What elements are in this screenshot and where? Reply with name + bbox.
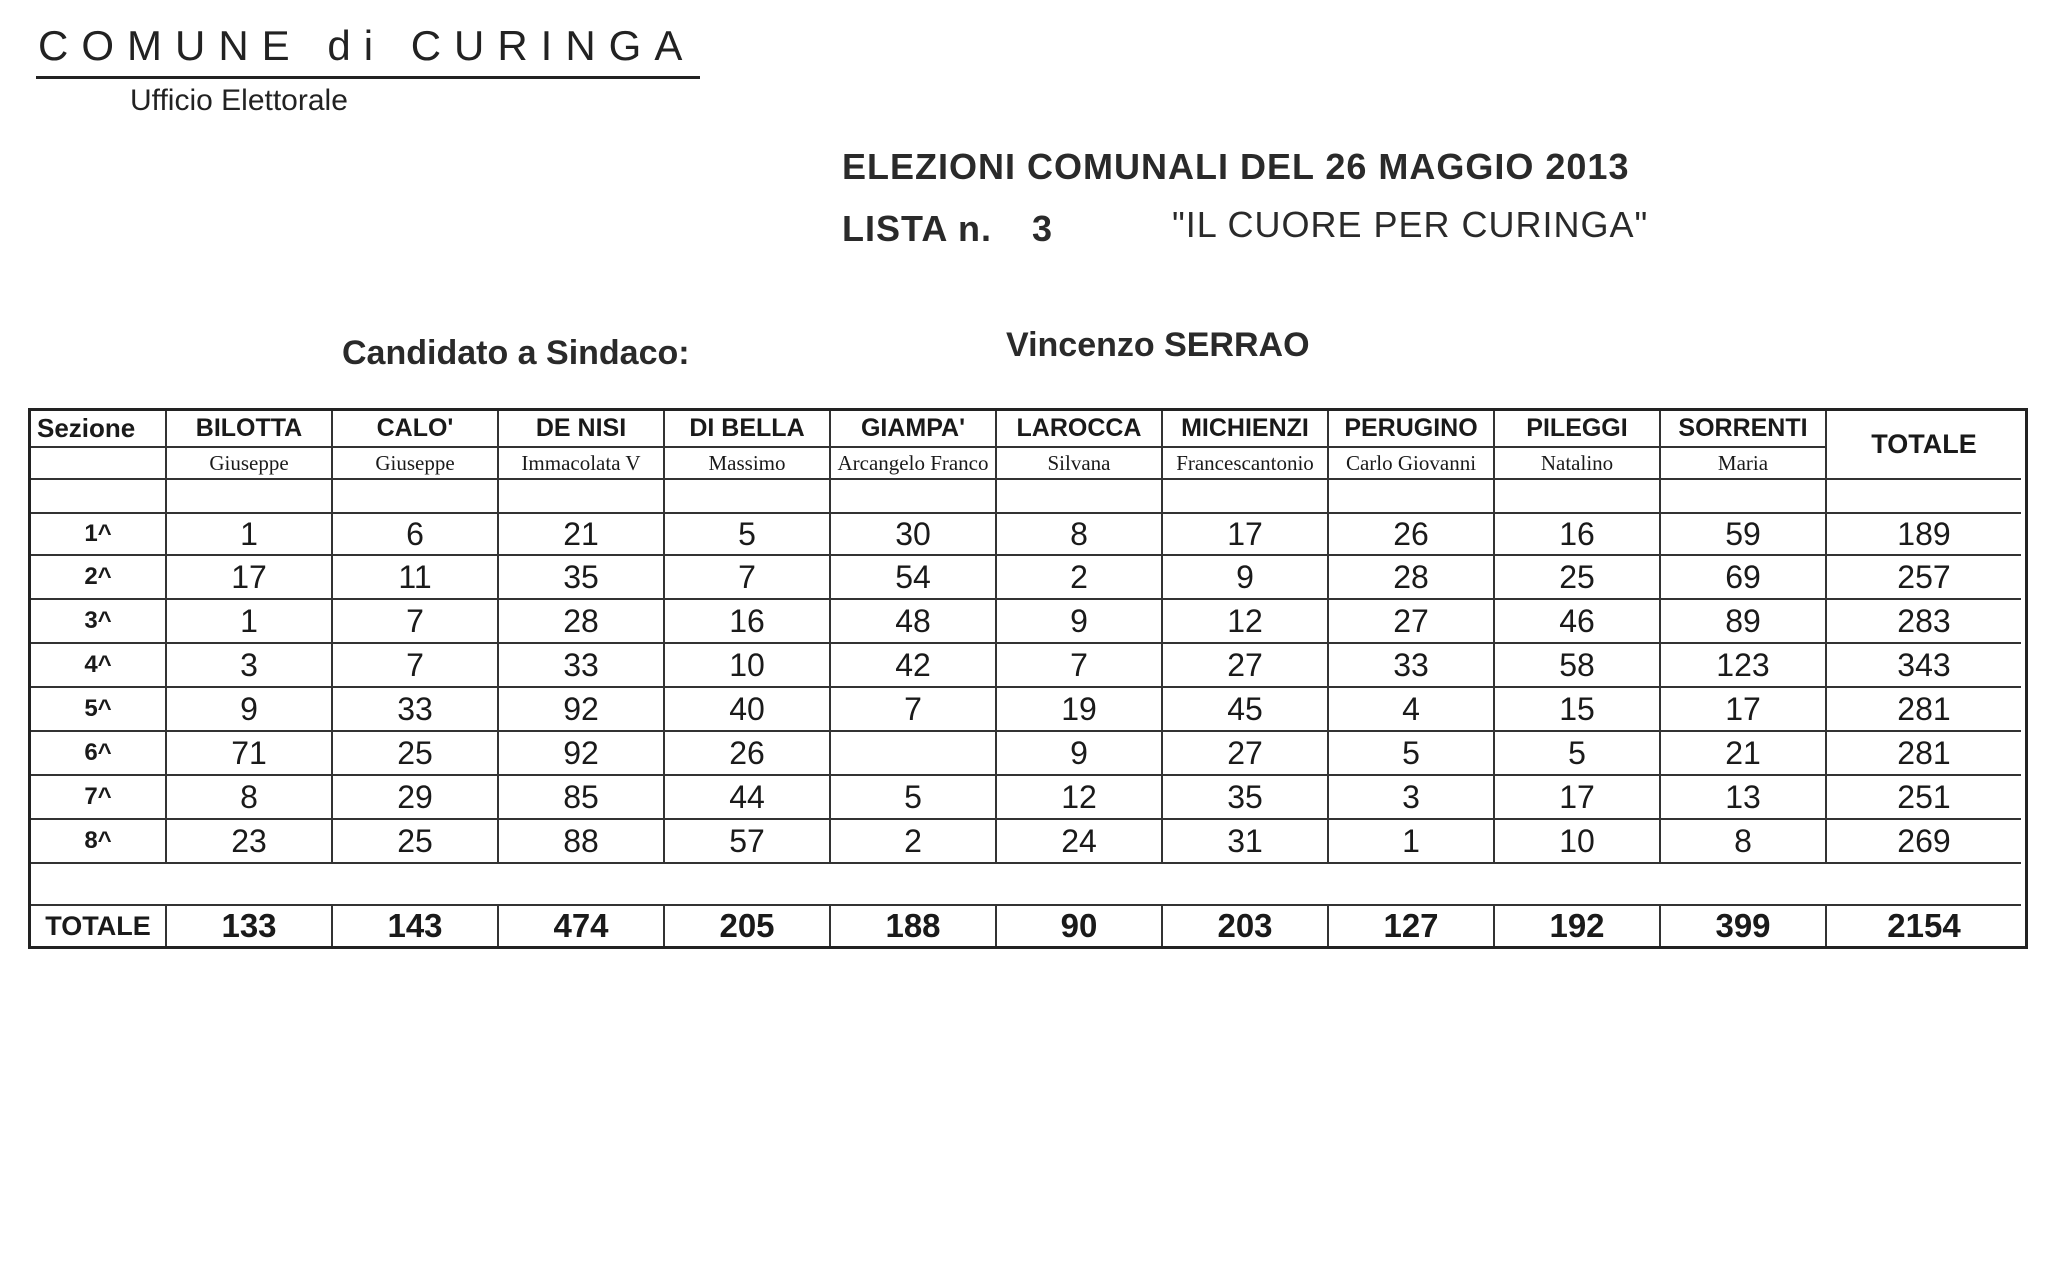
vote-cell: 71 xyxy=(167,732,333,776)
spacer-cell xyxy=(997,480,1163,514)
spacer-cell xyxy=(1163,480,1329,514)
candidate-first-name: Francescantonio xyxy=(1163,448,1329,480)
vote-cell: 7 xyxy=(997,644,1163,688)
mayor-candidate-label: Candidato a Sindaco: xyxy=(342,334,690,372)
candidate-total: 474 xyxy=(499,906,665,946)
vote-cell: 24 xyxy=(997,820,1163,864)
vote-cell: 8 xyxy=(167,776,333,820)
candidate-first-name: Silvana xyxy=(997,448,1163,480)
section-number: 3^ xyxy=(31,600,167,644)
list-name: "IL CUORE PER CURINGA" xyxy=(1172,204,1649,245)
candidate-first-name: Natalino xyxy=(1495,448,1661,480)
vote-cell: 2 xyxy=(831,820,997,864)
section-header: Sezione xyxy=(31,411,167,448)
candidate-first-name: Immacolata V xyxy=(499,448,665,480)
vote-cell: 12 xyxy=(997,776,1163,820)
vote-cell: 7 xyxy=(665,556,831,600)
candidate-surname: GIAMPA' xyxy=(831,411,997,448)
spacer-cell xyxy=(333,480,499,514)
spacer-cell xyxy=(499,480,665,514)
mayor-candidate-name: Vincenzo SERRAO xyxy=(1006,326,1310,364)
vote-cell xyxy=(831,732,997,776)
vote-cell: 17 xyxy=(167,556,333,600)
vote-cell: 30 xyxy=(831,514,997,556)
vote-cell: 16 xyxy=(1495,514,1661,556)
vote-cell: 28 xyxy=(499,600,665,644)
list-label: LISTA n. xyxy=(842,208,992,249)
vote-cell: 35 xyxy=(499,556,665,600)
election-title: ELEZIONI COMUNALI DEL 26 MAGGIO 2013 xyxy=(842,146,1630,187)
vote-cell: 27 xyxy=(1329,600,1495,644)
vote-cell: 21 xyxy=(1661,732,1827,776)
grand-total: 2154 xyxy=(1887,907,1961,944)
vote-cell: 1 xyxy=(1329,820,1495,864)
vote-cell: 33 xyxy=(499,644,665,688)
vote-cell: 57 xyxy=(665,820,831,864)
section-number: 2^ xyxy=(31,556,167,600)
vote-cell: 10 xyxy=(665,644,831,688)
vote-cell: 21 xyxy=(499,514,665,556)
vote-cell: 25 xyxy=(333,732,499,776)
candidate-total: 90 xyxy=(997,906,1163,946)
vote-cell: 85 xyxy=(499,776,665,820)
spacer-cell xyxy=(831,480,997,514)
section-header-blank xyxy=(31,448,167,480)
section-total: 281 xyxy=(1827,732,2021,776)
candidate-total: 143 xyxy=(333,906,499,946)
vote-cell: 27 xyxy=(1163,732,1329,776)
vote-cell: 5 xyxy=(1495,732,1661,776)
candidate-surname: CALO' xyxy=(333,411,499,448)
vote-cell: 11 xyxy=(333,556,499,600)
section-number: 6^ xyxy=(31,732,167,776)
vote-cell: 7 xyxy=(333,644,499,688)
candidate-surname: DI BELLA xyxy=(665,411,831,448)
totals-label: TOTALE xyxy=(31,906,167,946)
vote-cell: 6 xyxy=(333,514,499,556)
candidate-surname: PERUGINO xyxy=(1329,411,1495,448)
vote-cell: 3 xyxy=(167,644,333,688)
vote-cell: 92 xyxy=(499,732,665,776)
vote-cell: 10 xyxy=(1495,820,1661,864)
candidate-total: 127 xyxy=(1329,906,1495,946)
candidate-surname: SORRENTI xyxy=(1661,411,1827,448)
list-heading xyxy=(842,208,1053,250)
vote-cell: 123 xyxy=(1661,644,1827,688)
organization-name: COMUNE di CURINGA xyxy=(38,22,696,69)
vote-cell: 9 xyxy=(997,732,1163,776)
vote-cell: 8 xyxy=(997,514,1163,556)
section-number: 5^ xyxy=(31,688,167,732)
vote-cell: 45 xyxy=(1163,688,1329,732)
blank-row xyxy=(31,864,2021,906)
vote-cell: 88 xyxy=(499,820,665,864)
organization-underline xyxy=(36,76,700,79)
spacer-cell xyxy=(1329,480,1495,514)
section-total: 343 xyxy=(1827,644,2021,688)
candidate-total: 133 xyxy=(167,906,333,946)
spacer-cell xyxy=(665,480,831,514)
vote-cell: 9 xyxy=(1163,556,1329,600)
section-number: 1^ xyxy=(31,514,167,556)
vote-cell: 9 xyxy=(997,600,1163,644)
section-total: 283 xyxy=(1827,600,2021,644)
vote-cell: 4 xyxy=(1329,688,1495,732)
candidate-first-name: Giuseppe xyxy=(333,448,499,480)
candidate-first-name: Maria xyxy=(1661,448,1827,480)
candidate-surname: MICHIENZI xyxy=(1163,411,1329,448)
vote-cell: 16 xyxy=(665,600,831,644)
vote-cell: 31 xyxy=(1163,820,1329,864)
candidate-total: 192 xyxy=(1495,906,1661,946)
vote-cell: 3 xyxy=(1329,776,1495,820)
vote-cell: 42 xyxy=(831,644,997,688)
vote-cell: 69 xyxy=(1661,556,1827,600)
vote-cell: 17 xyxy=(1163,514,1329,556)
vote-cell: 13 xyxy=(1661,776,1827,820)
candidate-first-name: Carlo Giovanni xyxy=(1329,448,1495,480)
vote-cell: 19 xyxy=(997,688,1163,732)
candidate-surname: LAROCCA xyxy=(997,411,1163,448)
section-number: 7^ xyxy=(31,776,167,820)
vote-cell: 29 xyxy=(333,776,499,820)
vote-cell: 54 xyxy=(831,556,997,600)
vote-cell: 5 xyxy=(1329,732,1495,776)
vote-cell: 5 xyxy=(831,776,997,820)
vote-cell: 9 xyxy=(167,688,333,732)
vote-cell: 26 xyxy=(1329,514,1495,556)
vote-cell: 1 xyxy=(167,600,333,644)
candidate-total: 205 xyxy=(665,906,831,946)
candidate-first-name: Arcangelo Franco xyxy=(831,448,997,480)
vote-cell: 46 xyxy=(1495,600,1661,644)
vote-cell: 2 xyxy=(997,556,1163,600)
vote-cell: 28 xyxy=(1329,556,1495,600)
vote-cell: 7 xyxy=(831,688,997,732)
vote-cell: 89 xyxy=(1661,600,1827,644)
list-number: 3 xyxy=(1031,208,1054,249)
spacer-cell xyxy=(31,480,167,514)
section-number: 4^ xyxy=(31,644,167,688)
vote-cell: 33 xyxy=(1329,644,1495,688)
vote-cell: 48 xyxy=(831,600,997,644)
vote-cell: 17 xyxy=(1495,776,1661,820)
vote-cell: 7 xyxy=(333,600,499,644)
vote-cell: 27 xyxy=(1163,644,1329,688)
candidate-surname: PILEGGI xyxy=(1495,411,1661,448)
vote-cell: 44 xyxy=(665,776,831,820)
spacer-cell xyxy=(1661,480,1827,514)
candidate-first-name: Massimo xyxy=(665,448,831,480)
section-total: 251 xyxy=(1827,776,2021,820)
spacer-cell xyxy=(1827,480,2021,514)
vote-cell: 25 xyxy=(1495,556,1661,600)
vote-cell: 59 xyxy=(1661,514,1827,556)
section-total: 189 xyxy=(1827,514,2021,556)
spacer-cell xyxy=(1495,480,1661,514)
vote-cell: 26 xyxy=(665,732,831,776)
candidate-total: 399 xyxy=(1661,906,1827,946)
vote-cell: 15 xyxy=(1495,688,1661,732)
vote-cell: 12 xyxy=(1163,600,1329,644)
vote-cell: 8 xyxy=(1661,820,1827,864)
vote-cell: 1 xyxy=(167,514,333,556)
vote-cell: 17 xyxy=(1661,688,1827,732)
vote-cell: 92 xyxy=(499,688,665,732)
vote-cell: 5 xyxy=(665,514,831,556)
candidate-total: 188 xyxy=(831,906,997,946)
section-number: 8^ xyxy=(31,820,167,864)
candidate-total: 203 xyxy=(1163,906,1329,946)
vote-cell: 23 xyxy=(167,820,333,864)
section-total: 257 xyxy=(1827,556,2021,600)
section-total: 281 xyxy=(1827,688,2021,732)
candidate-surname: BILOTTA xyxy=(167,411,333,448)
vote-cell: 40 xyxy=(665,688,831,732)
vote-cell: 58 xyxy=(1495,644,1661,688)
vote-cell: 35 xyxy=(1163,776,1329,820)
spacer-cell xyxy=(167,480,333,514)
vote-cell: 33 xyxy=(333,688,499,732)
candidate-surname: DE NISI xyxy=(499,411,665,448)
vote-cell: 25 xyxy=(333,820,499,864)
candidate-first-name: Giuseppe xyxy=(167,448,333,480)
office-name: Ufficio Elettorale xyxy=(130,84,348,117)
section-total: 269 xyxy=(1827,820,2021,864)
results-table xyxy=(28,408,2028,949)
total-header: TOTALE xyxy=(1827,411,2021,480)
